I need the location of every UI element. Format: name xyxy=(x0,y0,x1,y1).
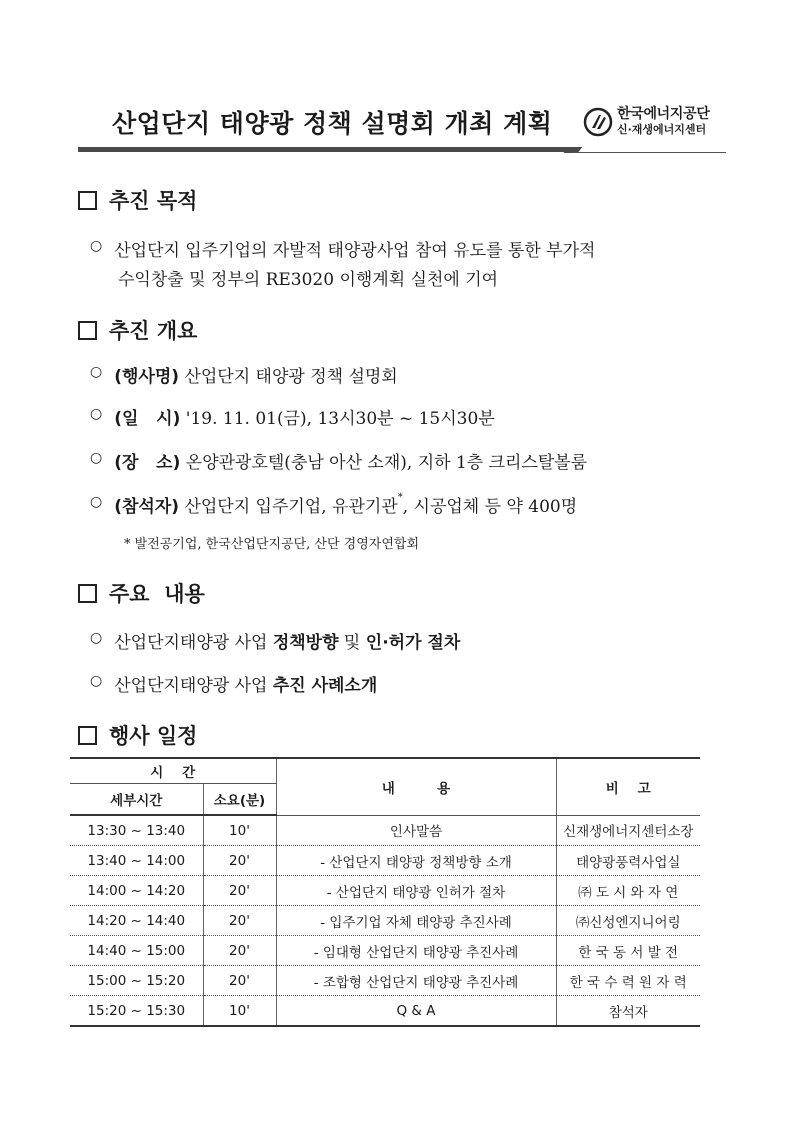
row-content: 인사말씀 xyxy=(276,815,556,846)
row-note: 한 국 동 서 발 전 xyxy=(556,936,700,966)
col-note-header: 비 고 xyxy=(556,758,700,815)
row-duration: 10' xyxy=(203,815,276,846)
table-row xyxy=(70,966,700,996)
col-time-header: 시 간 xyxy=(70,758,276,784)
circle-bullet-icon: ○ xyxy=(90,494,103,510)
row-time: 15:00 ~ 15:20 xyxy=(70,966,203,996)
row-content: - 입주기업 자체 태양광 추진사례 xyxy=(276,906,556,936)
section-main-heading: 주요 내용 xyxy=(78,578,205,608)
kea-logo-icon xyxy=(583,107,613,137)
purpose-line2: 수익창출 및 정부의 RE3020 이행계획 실천에 기여 xyxy=(118,270,499,290)
main-item-cases: ○ 산업단지태양광 사업 추진 사례소개 xyxy=(90,673,378,696)
col-detail-time-header: 세부시간 xyxy=(70,784,203,816)
table-row xyxy=(70,936,700,966)
circle-bullet-icon: ○ xyxy=(90,630,103,646)
section-schedule-heading: 행사 일정 xyxy=(78,720,197,750)
table-row xyxy=(70,996,700,1027)
row-note: 태양광풍력사업실 xyxy=(556,846,700,876)
purpose-line1: 산업단지 입주기업의 자발적 태양광사업 참여 유도를 통한 부가적 xyxy=(114,241,596,261)
overview-event: ○ (행사명) 산업단지 태양광 정책 설명회 xyxy=(90,364,398,387)
org-logo xyxy=(583,106,710,138)
circle-bullet-icon: ○ xyxy=(90,673,103,689)
row-content: Q & A xyxy=(276,996,556,1027)
title-underline xyxy=(78,147,574,152)
table-row xyxy=(70,815,700,846)
row-content: - 임대형 산업단지 태양광 추진사례 xyxy=(276,936,556,966)
row-note: 참석자 xyxy=(556,996,700,1027)
row-time: 15:20 ~ 15:30 xyxy=(70,996,203,1027)
circle-bullet-icon: ○ xyxy=(90,364,103,380)
row-content: - 산업단지 태양광 인허가 절차 xyxy=(276,876,556,906)
page-title: 산업단지 태양광 정책 설명회 개최 계획 xyxy=(112,109,553,138)
section-purpose-heading: 추진 목적 xyxy=(78,185,197,215)
table-row xyxy=(70,906,700,936)
schedule-table xyxy=(70,757,700,1027)
circle-bullet-icon: ○ xyxy=(90,406,103,422)
row-note: ㈜ 도 시 와 자 연 xyxy=(556,876,700,906)
org-name: 한국에너지공단 xyxy=(617,106,710,122)
table-row xyxy=(70,876,700,906)
section-overview-heading: 추진 개요 xyxy=(78,315,197,345)
row-time: 14:20 ~ 14:40 xyxy=(70,906,203,936)
row-content: - 조합형 산업단지 태양광 추진사례 xyxy=(276,966,556,996)
col-content-header: 내 용 xyxy=(276,758,556,815)
row-time: 14:40 ~ 15:00 xyxy=(70,936,203,966)
row-content: - 산업단지 태양광 정책방향 소개 xyxy=(276,846,556,876)
checkbox-square-icon xyxy=(78,191,97,210)
org-subname: 신·재생에너지센터 xyxy=(617,123,707,136)
checkbox-square-icon xyxy=(78,321,97,340)
circle-bullet-icon: ○ xyxy=(90,238,103,254)
checkbox-square-icon xyxy=(78,584,97,603)
row-duration: 20' xyxy=(203,936,276,966)
checkbox-square-icon xyxy=(78,726,97,745)
table-row xyxy=(70,846,700,876)
row-duration: 20' xyxy=(203,966,276,996)
row-note: 한 국 수 력 원 자 력 xyxy=(556,966,700,996)
main-item-policy: ○ 산업단지태양광 사업 정책방향 및 인·허가 절차 xyxy=(90,630,461,653)
overview-attendees: ○ (참석자) 산업단지 입주기업, 유관기관 * , 시공업체 등 약 400명 xyxy=(90,492,578,517)
row-time: 13:40 ~ 14:00 xyxy=(70,846,203,876)
row-note: ㈜신성엔지니어링 xyxy=(556,906,700,936)
row-duration: 20' xyxy=(203,846,276,876)
circle-bullet-icon: ○ xyxy=(90,450,103,466)
row-time: 14:00 ~ 14:20 xyxy=(70,876,203,906)
purpose-item xyxy=(90,236,595,261)
row-note: 신재생에너지센터소장 xyxy=(556,815,700,846)
overview-date: ○ (일 시) '19. 11. 01(금), 13시30분 ~ 15시30분 xyxy=(90,406,495,429)
row-duration: 20' xyxy=(203,876,276,906)
overview-venue: ○ (장 소) 온양관광호텔(충남 아산 소재), 지하 1층 크리스탈볼룸 xyxy=(90,450,588,473)
row-duration: 10' xyxy=(203,996,276,1027)
attendee-footnote: * 발전공기업, 한국산업단지공단, 산단 경영자연합회 xyxy=(124,537,420,552)
row-duration: 20' xyxy=(203,906,276,936)
row-time: 13:30 ~ 13:40 xyxy=(70,815,203,846)
col-duration-header: 소요(분) xyxy=(203,784,276,816)
title-underline-thin xyxy=(574,152,726,153)
